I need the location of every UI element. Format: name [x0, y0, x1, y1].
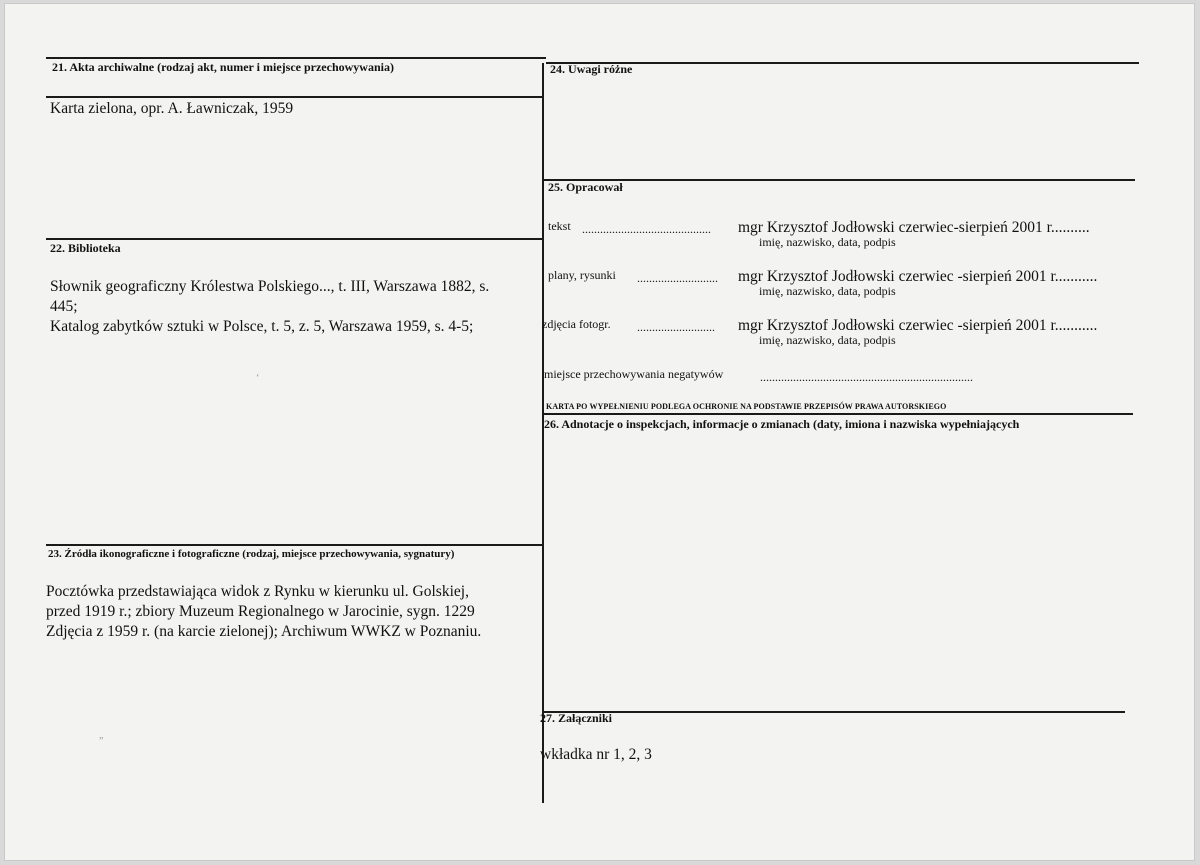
negatives-label: miejsce przechowywania negatywów: [544, 367, 724, 381]
opracowal-sub-plany: imię, nazwisko, data, podpis: [759, 284, 896, 298]
copyright-notice: KARTA PO WYPEŁNIENIU PODLEGA OCHRONIE NA PODSTAWIE PRZEPISÓW PRAWA AUTORSKIEGO: [546, 402, 947, 411]
section-22-line-2: 445;: [50, 298, 78, 315]
section-21-rule: [46, 96, 542, 98]
section-24-header: 24. Uwagi różne: [550, 62, 633, 76]
column-divider: [542, 63, 544, 803]
opracowal-label-zdjecia: zdjęcia fotogr.: [542, 317, 611, 331]
section-23-header: 23. Źródła ikonograficzne i fotograficzne (rodzaj, miejsce przechowywania, sygnatury): [48, 548, 455, 560]
section-23-line-2: przed 1919 r.; zbiory Muzeum Regionalnego w Jarocinie, sygn. 1229: [46, 603, 475, 620]
section-26-rule: [542, 413, 1133, 415]
negatives-dots: .......................................................................: [760, 370, 973, 384]
section-25-header: 25. Opracował: [548, 180, 623, 194]
opracowal-dots-tekst: ...........................................: [582, 222, 711, 236]
section-22-header: 22. Biblioteka: [50, 241, 121, 255]
opracowal-value-tekst: mgr Krzysztof Jodłowski czerwiec-sierpień 2001 r..........: [738, 219, 1090, 236]
paper-mark: ‘: [256, 373, 260, 384]
section-23-rule: [46, 544, 542, 546]
top-rule-right: [546, 62, 1139, 64]
opracowal-value-zdjecia: mgr Krzysztof Jodłowski czerwiec -sierpień 2001 r...........: [738, 317, 1098, 334]
opracowal-label-plany: plany, rysunki: [548, 268, 616, 282]
section-26-header: 26. Adnotacje o inspekcjach, informacje o zmianach (daty, imiona i nazwiska wypełniających: [544, 417, 1020, 431]
opracowal-value-plany: mgr Krzysztof Jodłowski czerwiec -sierpień 2001 r...........: [738, 268, 1098, 285]
opracowal-sub-tekst: imię, nazwisko, data, podpis: [759, 235, 896, 249]
paper-mark-2: ”: [99, 736, 104, 747]
section-21-content: Karta zielona, opr. A. Ławniczak, 1959: [50, 100, 294, 117]
opracowal-sub-zdjecia: imię, nazwisko, data, podpis: [759, 333, 896, 347]
top-rule-left: [46, 57, 546, 59]
section-27-rule: [542, 711, 1125, 713]
opracowal-dots-plany: ...........................: [637, 271, 718, 285]
section-23-line-1: Pocztówka przedstawiająca widok z Rynku w kierunku ul. Golskiej,: [46, 583, 469, 600]
section-22-line-1: Słownik geograficzny Królestwa Polskiego..., t. III, Warszawa 1882, s.: [50, 278, 490, 295]
section-27-content: wkładka nr 1, 2, 3: [540, 746, 652, 763]
section-22-line-3: Katalog zabytków sztuki w Polsce, t. 5, z. 5, Warszawa 1959, s. 4-5;: [50, 318, 474, 335]
section-25-rule: [542, 179, 1135, 181]
record-card: [4, 3, 1195, 861]
section-23-line-3: Zdjęcia z 1959 r. (na karcie zielonej); Archiwum WWKZ w Poznaniu.: [46, 623, 482, 640]
opracowal-dots-zdjecia: ..........................: [637, 320, 715, 334]
section-22-rule: [46, 238, 542, 240]
section-27-header: 27. Załączniki: [540, 711, 613, 725]
section-21-header: 21. Akta archiwalne (rodzaj akt, numer i miejsce przechowywania): [52, 60, 394, 74]
opracowal-label-tekst: tekst: [548, 219, 571, 233]
